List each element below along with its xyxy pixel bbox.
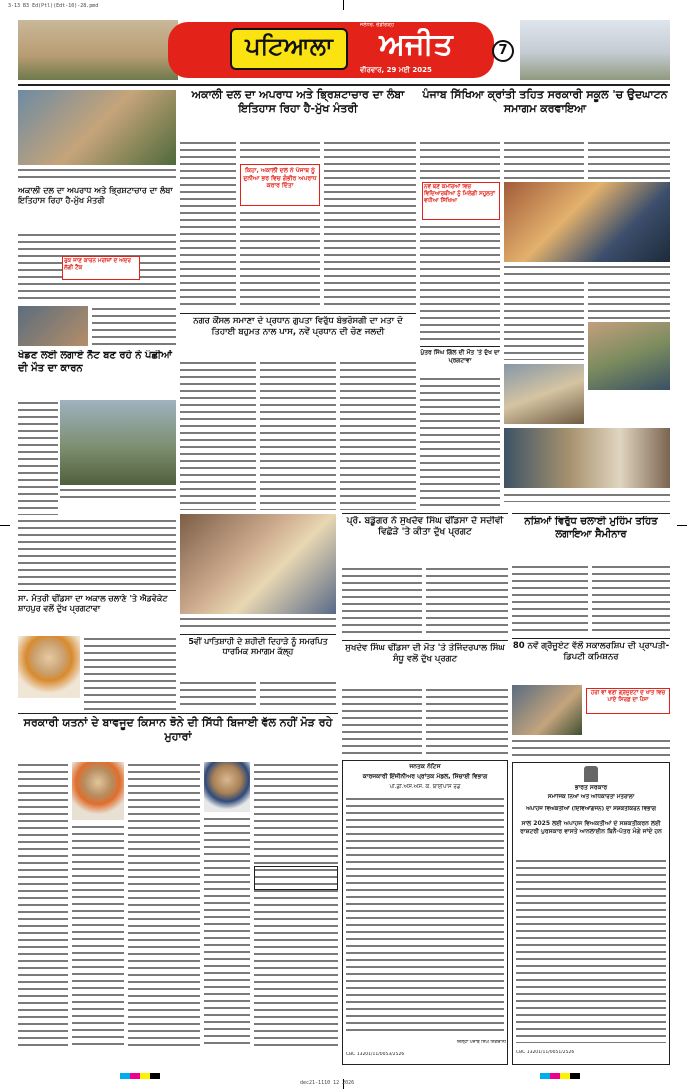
photo-school-3	[504, 364, 584, 424]
article-body-kisan-4	[204, 816, 250, 1047]
article-body-sikhya-1	[420, 140, 500, 180]
article-body-khedan	[18, 400, 58, 515]
article-body-sikhya-3	[504, 140, 584, 180]
article-body-nashian-1	[512, 564, 588, 634]
rule-left-1	[18, 590, 176, 591]
photo-ceremony	[180, 514, 336, 614]
photo-officer	[204, 762, 250, 812]
masthead-tagline: ਜਲੰਧਰ, ਚੰਡੀਗੜ੍ਹ	[360, 22, 395, 28]
rule-scholarship	[512, 638, 670, 639]
photo-school-4	[504, 428, 670, 488]
article-body-kisan-3	[128, 762, 200, 1047]
article-body-dhindsa2	[84, 636, 176, 710]
article-body-sikhya-6	[588, 280, 670, 320]
headline-kisan: ਸਰਕਾਰੀ ਯਤਨਾਂ ਦੇ ਬਾਵਜੂਦ ਕਿਸਾਨ ਝੋਨੇ ਦੀ ਸਿੱਧੀ ਬਿਜਾਈ ਵੱਲ ਨਹੀਂ ਮੋੜ ਰਹੇ ਮੁਹਾਰਾਂ	[23, 716, 333, 743]
masthead-date: ਵੀਰਵਾਰ, 29 ਮਈ 2025	[360, 66, 432, 74]
rule-dhindsa3	[342, 640, 508, 641]
caption-ceremony	[180, 616, 336, 632]
pullquote-3: ਰੁਕ ਜਾਣ ਕਾਰਨ ਮਰੀਜ਼ਾਂ ਦੇ ਅੰਦਰ ਲੱਗੀ ਟੈਂਕ	[64, 258, 131, 271]
notice-body	[346, 796, 504, 1036]
article-body-jaito	[420, 376, 500, 508]
edge-slug-bottom: dec21-1110 12 2026	[300, 1080, 355, 1086]
photo-bjp-camp	[18, 90, 176, 165]
caption-bird-nets	[60, 487, 176, 499]
article-body-kisan-2	[72, 824, 124, 1047]
color-bar-right	[540, 1073, 580, 1079]
registration-mark-left	[0, 525, 10, 526]
article-body-shaheedi-2	[260, 680, 336, 710]
caption-school	[504, 264, 670, 276]
headline-scholarship: 80 ਨਵੇਂ ਗ੍ਰੈਜੂਏਟ ਵੱਲੋਂ ਸਕਾਲਰਸ਼ਿਪ ਦੀ ਪ੍ਰਾਪਤੀ-ਡਿਪਟੀ ਕਮਿਸ਼ਨਰ	[512, 641, 670, 662]
page-number: 7	[498, 43, 508, 58]
headline-bjp: ਅਕਾਲੀ ਦਲ ਦਾ ਅਪਰਾਧ ਅਤੇ ਭ੍ਰਿਸ਼ਟਾਚਾਰ ਦਾ ਲੰਬਾ ਇਤਿਹਾਸ ਰਿਹਾ ਹੈ-ਮੁੱਖ ਮੰਤਰੀ	[18, 186, 173, 205]
article-body-small	[92, 306, 176, 346]
inset-box-kisan	[254, 866, 338, 890]
notice-line3: ਪੀ.ਡੀ.ਐਸ.ਐਸ. ਕੇ. ਬਾਈਪਾਸ ਰੋਡ	[389, 784, 461, 790]
caption-bjp-camp	[18, 167, 176, 183]
registration-mark-top	[343, 0, 344, 10]
photo-dc	[512, 685, 582, 735]
edge-slug-top: 3-13 B3 Ed(Ptl)(Edt-10)-28.pmd	[8, 3, 99, 9]
emblem-icon	[584, 766, 598, 782]
headline-nashian: ਨਸ਼ਿਆਂ ਵਿਰੁੱਧ ਚਲਾਈ ਮੁਹਿੰਮ ਤਹਿਤ ਲਗਾਇਆ ਸੈਮੀਨਾਰ	[524, 516, 658, 540]
article-body-akali-3	[240, 210, 320, 310]
masthead-left-photo	[18, 20, 178, 80]
ad-code: CBC 13201/11/0051/2526	[516, 1050, 575, 1055]
notice-code: CBC 13201/11/0053/2526	[346, 1052, 405, 1057]
notice-label: ਜਨਤਕ ਨੋਟਿਸ	[409, 763, 441, 770]
photo-school-2	[588, 322, 670, 390]
article-body-dhindsa1-2	[426, 566, 508, 636]
caption-school-4	[504, 492, 670, 502]
notice-line2: ਕਾਰਜਕਾਰੀ ਇੰਜੀਨੀਅਰ ਪ੍ਰਾਂਤਕ ਮੰਡਲ, ਸਿੰਚਾਈ ਵਿਭਾਗ	[362, 773, 488, 780]
masthead-brand: ਅਜੀਤ	[379, 27, 453, 62]
ad-body	[516, 858, 666, 1043]
article-body-khedan-2	[18, 518, 176, 586]
pullquote-1: ਕਿਹਾ, ਅਕਾਲੀ ਦਲ ਨੇ ਪੰਜਾਬ ਨੂੰ ਦੁਨੀਆ ਭਰ ਵਿਚ ਗੰਭੀਰ ਅਪਰਾਧ ਕਰਾਰ ਦਿੱਤਾ	[243, 167, 317, 189]
article-body-dhindsa3-2	[426, 687, 508, 755]
headline-sikhya: ਪੰਜਾਬ ਸਿੱਖਿਆ ਕ੍ਰਾਂਤੀ ਤਹਿਤ ਸਰਕਾਰੀ ਸਕੂਲ 'ਚ ਉਦਘਾਟਨ ਸਮਾਗਮ ਕਰਵਾਇਆ	[422, 88, 668, 115]
photo-school-inauguration	[504, 182, 670, 262]
photo-farmer	[72, 762, 124, 820]
rule-nashian	[512, 513, 670, 514]
pullquote-2: ਨਵੇਂ ਬਣੇ ਕਮਰਿਆਂ ਵਿਚ ਵਿਦਿਆਰਥੀਆਂ ਨੂੰ ਮਿਲੇਗੀ ਸਹੂਲਤਾਂ ਵਧੀਆ ਸਿੱਖਿਆ	[424, 184, 495, 204]
article-body-kisan-5	[254, 762, 338, 1047]
pullquote-4: ਹਰੀ ਵਾਂ ਵਣੀ ਗ੍ਰੈਜੂਏਟਾਂ ਦੇ ਖਾਤੇ ਵਿਚ ਪਾਏ ਸਿਰਫ਼ ਦਾ ਪੈਸਾ	[590, 690, 666, 703]
rule-shaheedi	[180, 634, 336, 635]
photo-small-group	[18, 306, 88, 346]
photo-advocate	[18, 636, 80, 698]
article-body-dhindsa1-1	[342, 566, 422, 636]
headline-akali: ਅਕਾਲੀ ਦਲ ਦਾ ਅਪਰਾਧ ਅਤੇ ਭ੍ਰਿਸ਼ਟਾਚਾਰ ਦਾ ਲੰਬਾ ਇਤਿਹਾਸ ਰਿਹਾ ਹੈ-ਮੁੱਖ ਮੰਤਰੀ	[191, 88, 405, 115]
article-body-nagar-3	[340, 360, 416, 510]
article-body-nashian-2	[592, 564, 670, 634]
article-body-akali-4	[324, 140, 416, 310]
color-bar-left	[120, 1073, 160, 1079]
article-body-sikhya-2	[420, 224, 500, 344]
ad-headline: ਸਾਲ 2025 ਲਈ ਅਪਾਹਜ ਵਿਅਕਤੀਆਂ ਦੇ ਸਸ਼ਕਤੀਕਰਨ ਲਈ ਰਾਸ਼ਟਰੀ ਪੁਰਸਕਾਰ ਵਾਸਤੇ ਆਨਲਾਈਨ ਬਿਨੈ-ਪੱਤਰ ਮੰਗੇ ਜਾਂਦੇ ਹਨ	[520, 820, 662, 835]
headline-dhindsa1: ਪ੍ਰੋ. ਬਡੂੰਗਰ ਨੇ ਸੁਖਦੇਵ ਸਿੰਘ ਢੀਂਡਸਾ ਦੇ ਸਦੀਵੀ ਵਿਛੋੜੇ 'ਤੇ ਕੀਤਾ ਦੁੱਖ ਪ੍ਰਗਟ	[346, 516, 504, 538]
headline-jaito: ਪੁੱਤਰ ਸਿੰਘ ਗਿੱਲ ਦੀ ਮੌਤ 'ਤੇ ਦੁੱਖ ਦਾ ਪ੍ਰਗਟਾਵਾ	[420, 349, 500, 364]
article-body-sikhya-5	[504, 280, 584, 360]
headline-dhindsa2: ਸਾ. ਮੰਤਰੀ ਢੀਂਡਸਾ ਦਾ ਅਕਾਲ ਚਲਾਣੇ 'ਤੇ ਐਡਵੋਕੇਟ ਸ਼ਾਹਪੁਰ ਵਲੋਂ ਦੁੱਖ ਪ੍ਰਗਟਾਵਾ	[18, 594, 168, 613]
article-body-akali-2	[240, 140, 320, 160]
headline-shaheedi: 5ਵੀਂ ਪਾਤਿਸ਼ਾਹੀ ਦੇ ਸ਼ਹੀਦੀ ਦਿਹਾੜੇ ਨੂੰ ਸਮਰਪਿਤ ਧਾਰਮਿਕ ਸਮਾਗਮ ਕੱਲ੍ਹ	[188, 637, 328, 656]
article-body-akali-1	[180, 140, 236, 310]
ad-gov: ਭਾਰਤ ਸਰਕਾਰ	[574, 784, 608, 791]
photo-bird-nets	[60, 400, 176, 485]
headline-khedan: ਖੇਡਣ ਲਈ ਲਗਾਏ ਨੈੱਟ ਬਣ ਰਹੇ ਨੇ ਪੰਛੀਆਂ ਦੀ ਮੌਤ ਦਾ ਕਾਰਨ	[18, 350, 172, 374]
article-body-nagar-1	[180, 360, 256, 510]
ad-ministry: ਸਮਾਜਿਕ ਨਿਆਂ ਅਤੇ ਅਧਿਕਾਰਤਾ ਮੰਤਰਾਲਾ	[547, 794, 635, 800]
headline-dhindsa3: ਸੁਖਦੇਵ ਸਿੰਘ ਢੀਂਡਸਾ ਦੀ ਮੌਤ 'ਤੇ ਤੇਜਿੰਦਰਪਾਲ ਸਿੰਘ ਸੰਧੂ ਵਲੋਂ ਦੁੱਖ ਪ੍ਰਗਟ	[345, 643, 505, 664]
rule-jaito	[420, 346, 500, 347]
ad-dept: ਅਪਾਹਜ ਵਿਅਕਤੀਆਂ (ਦਿਵਿਆਂਗਜਨ) ਦਾ ਸਸ਼ਕਤੀਕਰਨ ਵਿਭਾਗ	[526, 806, 656, 812]
article-body-dhindsa3-1	[342, 687, 422, 755]
registration-mark-right	[677, 525, 687, 526]
article-body-kisan-1	[18, 762, 68, 1047]
masthead-rule	[18, 84, 670, 86]
notice-footer: ਜ਼ਿਲ੍ਹਾ ਪੰਜਾਬ ਸਿੰਘ ਨਿਗਰਾਨੀ	[456, 1040, 506, 1045]
article-body-scholarship	[512, 738, 670, 758]
article-body-nagar-2	[260, 360, 336, 510]
article-body-sikhya-4	[588, 140, 670, 180]
rule-nagar	[180, 313, 416, 314]
masthead-right-photo	[520, 20, 670, 80]
rule-dhindsa1	[342, 513, 508, 514]
rule-kisan	[18, 713, 338, 714]
article-body-shaheedi-1	[180, 680, 256, 710]
masthead-city: ਪਟਿਆਲਾ	[245, 32, 333, 60]
headline-nagar: ਨਗਰ ਕੌਂਸਲ ਸਮਾਣਾ ਦੇ ਪ੍ਰਧਾਨ ਗੁਪਤਾ ਵਿਰੁੱਧ ਬੇਭਰੋਸਗੀ ਦਾ ਮਤਾ ਦੋ ਤਿਹਾਈ ਬਹੁਮਤ ਨਾਲ ਪਾਸ, ਨਵੇਂ ਪ੍ਰਧਾਨ ਦੀ ਚੋਣ ਜਲਦੀ	[193, 316, 403, 337]
